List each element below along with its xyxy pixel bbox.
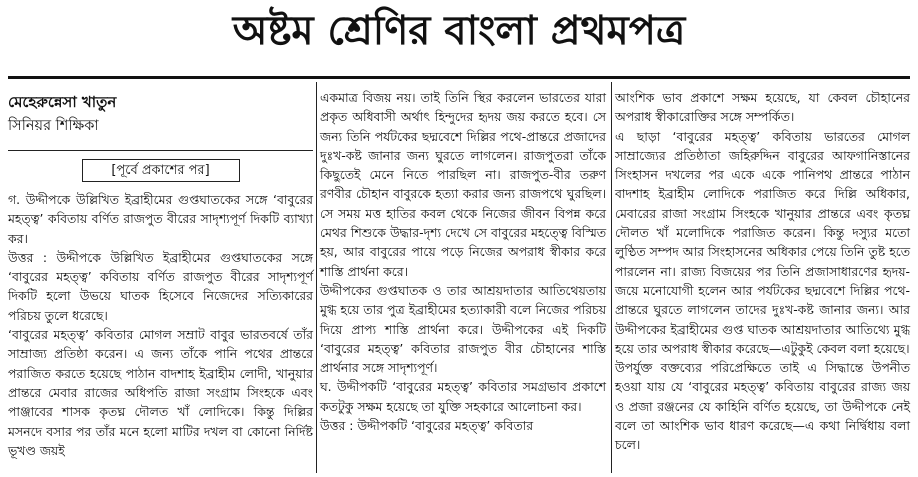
paragraph: উদ্দীপকের গুপ্তঘাতক ও তার আশ্রয়দাতার আতিথেয়তায় মুগ্ধ হয়ে তার পুত্র ইব্রাহীমের হত্যাকারী বলে নিজের পরিচয় দিয়ে প্রাপ্য শাস্তি প্রার্থনা করে। উদ্দীপকের এই দিকটি ‘বাবুরের মহত্ত্ব’ কবিতার রাজপুত বীর চৌহানের শাস্তি প্রার্থনার সঙ্গে সাদৃশ্যপূর্ণ।	[320, 282, 606, 376]
column-divider	[611, 82, 612, 473]
paragraph: ঘ. উদ্দীপকটি ‘বাবুরের মহত্ত্ব’ কবিতার সমগ্রভাব প্রকাশে কতটুকু সক্ষম হয়েছে তা যুক্তি সহকারে আলোচনা কর।	[320, 379, 606, 414]
paragraph: উত্তর : উদ্দীপকটি ‘বাবুরের মহত্ত্ব’ কবিতার	[320, 418, 534, 434]
article-column-2	[320, 88, 606, 435]
paragraph: গ. উদ্দীপকে উল্লিখিত ইব্রাহীমের গুপ্তঘাতকের সঙ্গে ‘বাবুরের মহত্ত্ব’ কবিতায় বর্ণিত রাজপুত বীরের সাদৃশ্যপূর্ণ দিকটি ব্যাখ্যা কর।	[8, 192, 313, 246]
author-name: মেহেরুন্নেসা খাতুন	[8, 93, 117, 111]
paragraph: এ ছাড়া ‘বাবুরের মহত্ত্ব’ কবিতায় ভারতের মোগল সাম্রাজ্যের প্রতিষ্ঠাতা জহিরুদ্দিন বাবুরের আফগানিস্তানের সিংহাসন দখলের পর একে একে পানিপথ প্রান্তরে পাঠান বাদশাহ ইব্রাহীম লোদিকে পরাজিত করে দিল্লি অধিকার, মেবারের রাজা সংগ্রাম সিংহকে খানুয়ার প্রান্তরে এবং কৃতঘ্ন দৌলত খাঁ মলোদিকে পরাজিত করেন। কিন্তু দস্যুর মতো লুণ্ঠিত সম্পদ আর সিংহাসনের অধিকার পেয়ে তিনি তুষ্ট হতে পারলেন না। রাজ্য বিজয়ের পর তিনি প্রজাসাধারণের হৃদয়-জয়ে মনোযোগী হলেন আর পর্যটকের ছদ্মবেশে দিল্লির পথে-প্রান্তরে ঘুরতে লাগলেন তাদের দুঃখ-কষ্ট জানার জন্য। আর উদ্দীপকের ইব্রাহীমের গুপ্ত ঘাতক আশ্রয়দাতার আতিথ্যে মুগ্ধ হয়ে তার অপরাধ স্বীকার করেছে—এটুকুই কেবল বলা হয়েছে।	[615, 128, 910, 356]
author-block	[8, 90, 313, 151]
article-column-1	[8, 90, 313, 460]
paragraph: আংশিক ভাব প্রকাশে সক্ষম হয়েছে, যা কেবল চৌহানের অপরাধ স্বীকারোক্তির সঙ্গে সম্পর্কিত।	[615, 90, 910, 125]
paragraph: উপর্যুক্ত বক্তব্যের পরিপ্রেক্ষিতে তাই এ সিদ্ধান্তে উপনীত হওয়া যায় যে ‘বাবুরের মহত্ত্ব’ কবিতায় বাবুরের রাজ্য জয় ও প্রজা রঞ্জনের যে কাহিনি বর্ণিত হয়েছে, তা উদ্দীপকে নেই বলে তা আংশিক ভাব ধারণ করেছে—এ কথা নির্দ্বিধায় বলা চলে।	[615, 360, 910, 453]
column-divider	[316, 82, 317, 473]
page-title: অষ্টম শ্রেণির বাংলা প্রথমপত্র	[232, 8, 686, 54]
article-column-3	[615, 88, 910, 455]
title-rule	[8, 76, 910, 79]
paragraph: ‘বাবুরের মহত্ত্ব’ কবিতার মোগল সম্রাট বাবুর ভারতবর্ষে তাঁর সাম্রাজ্য প্রতিষ্ঠা করেন। এ জন্য তাঁকে পানি পথের প্রান্তরে পরাজিত করতে হয়েছে পাঠান বাদশাহ ইব্রাহীম লোদী, খানুয়ার প্রান্তরে মেবার রাজের অধিপতি রাজা সংগ্রাম সিংহকে এবং পাঞ্জাবের শাসক কৃতঘ্ন দৌলত খাঁ লোদিকে। কিন্তু দিল্লির মসনদে বসার পর তাঁর মনে হলো মাটির দখল বা কোনো নির্দিষ্ট ভূখণ্ড জয়ই	[8, 327, 313, 458]
paragraph: উত্তর : উদ্দীপকে উল্লিখিত ইব্রাহীমের গুপ্তঘাতকের সঙ্গে ‘বাবুরের মহত্ত্ব’ কবিতায় বর্ণিত রাজপুত বীরের সাদৃশ্যপূর্ণ দিকটি হলো উভয়ে ঘাতক হিসেবে নিজেদের সত্যিকারের পরিচয় তুলে ধরেছে।	[8, 249, 313, 323]
author-role: সিনিয়র শিক্ষিকা	[8, 118, 99, 134]
continuation-note: [পূর্বে প্রকাশের পর]	[82, 159, 240, 182]
paragraph: একমাত্র বিজয় নয়। তাই তিনি স্থির করলেন ভারতের যারা প্রকৃত অধিবাসী অর্থাৎ হিন্দুদের হৃদয় জয় করতে হবে। সে জন্য তিনি পর্যটকের ছদ্মবেশে দিল্লির পথে-প্রান্তরে প্রজাদের দুঃখ-কষ্ট জানার জন্য ঘুরতে লাগলেন। রাজপুতরা তাঁকে কিছুতেই মেনে নিতে পারছিল না। রাজপুত-বীর তরুণ রণবীর চৌহান বাবুরকে হত্যা করার জন্য রাজপথে ঘুরছিল। সে সময় মত্ত হাতির কবল থেকে নিজের জীবন বিপন্ন করে মেথর শিশুকে উদ্ধার-দৃশ্য দেখে সে বাবুরের মহত্ত্বে বিস্মিত হয়, আর বাবুরের পায়ে পড়ে নিজের অপরাধ স্বীকার করে শাস্তি প্রার্থনা করে।	[320, 90, 606, 279]
